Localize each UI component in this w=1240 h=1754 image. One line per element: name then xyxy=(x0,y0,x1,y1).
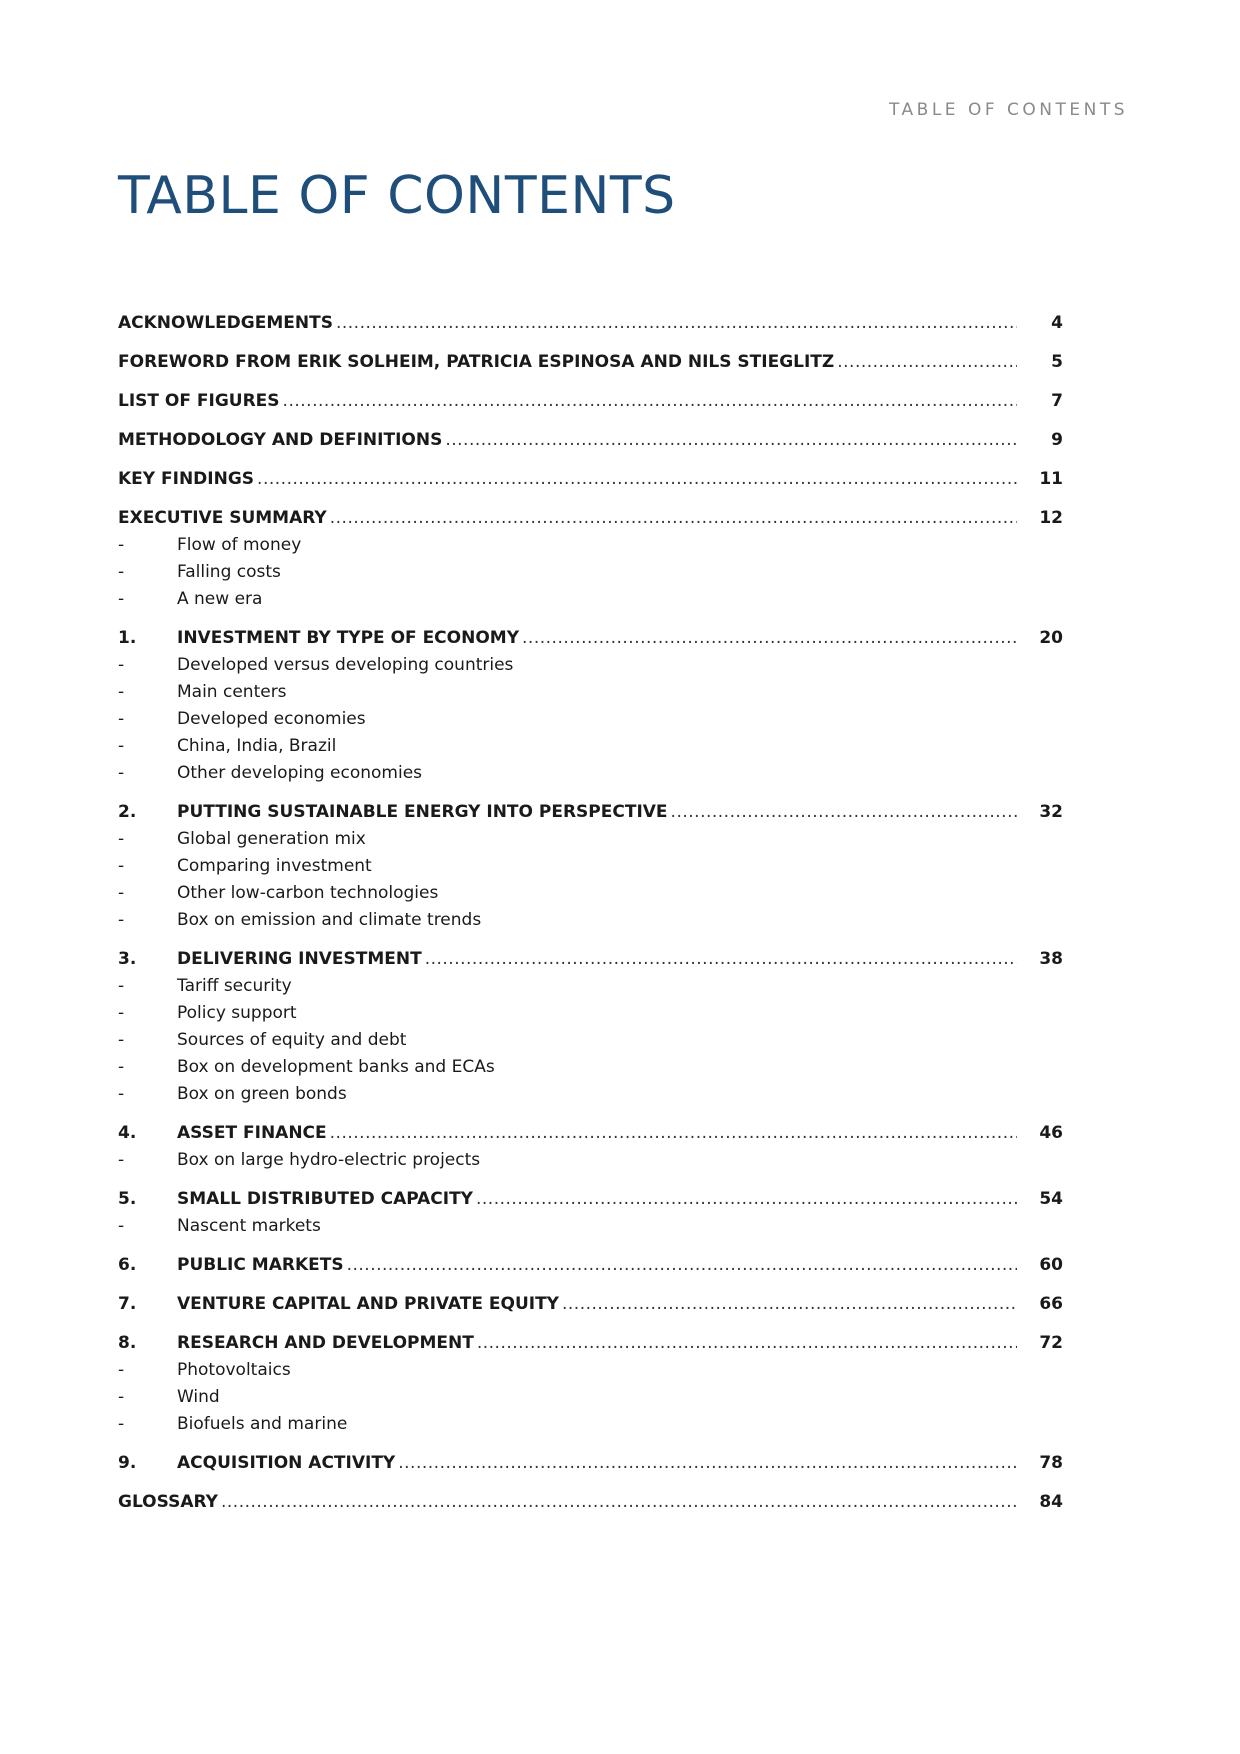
toc-subentry-marker: - xyxy=(118,910,125,930)
toc-subentry-title: Developed economies xyxy=(177,709,366,729)
toc-section xyxy=(118,466,1063,493)
toc-entry[interactable] xyxy=(118,1330,1063,1357)
table-of-contents xyxy=(118,310,1063,1528)
toc-entry-title: INVESTMENT BY TYPE OF ECONOMY xyxy=(177,628,520,648)
toc-entry[interactable] xyxy=(118,799,1063,826)
toc-subentry-title: Global generation mix xyxy=(177,829,366,849)
toc-subentry-marker: - xyxy=(118,829,125,849)
toc-subentry-title: Box on large hydro-electric projects xyxy=(177,1150,481,1170)
toc-subentry-title: Nascent markets xyxy=(177,1216,321,1236)
toc-subentry xyxy=(118,559,1063,586)
toc-section xyxy=(118,1186,1063,1240)
toc-subentry-marker: - xyxy=(118,1084,125,1104)
toc-subentry-title: Wind xyxy=(177,1387,220,1407)
toc-section xyxy=(118,1450,1063,1477)
toc-subentry xyxy=(118,973,1063,1000)
toc-section xyxy=(118,427,1063,454)
toc-subentry xyxy=(118,1147,1063,1174)
toc-entry-title: ACKNOWLEDGEMENTS xyxy=(118,313,333,333)
toc-subentry xyxy=(118,1384,1063,1411)
toc-subentry xyxy=(118,652,1063,679)
toc-subentry-marker: - xyxy=(118,589,125,609)
toc-entry[interactable] xyxy=(118,310,1063,337)
dot-leader xyxy=(445,427,1017,454)
dot-leader xyxy=(330,1120,1017,1147)
toc-subentry-marker: - xyxy=(118,562,125,582)
dot-leader xyxy=(283,388,1017,415)
toc-subentry-marker: - xyxy=(118,1030,125,1050)
toc-subentry-marker: - xyxy=(118,535,125,555)
toc-subentry-title: Policy support xyxy=(177,1003,297,1023)
toc-section xyxy=(118,946,1063,1108)
toc-entry[interactable] xyxy=(118,1186,1063,1213)
toc-entry-title: PUBLIC MARKETS xyxy=(177,1255,344,1275)
toc-section xyxy=(118,505,1063,613)
dot-leader xyxy=(425,946,1017,973)
toc-entry-page-number: 12 xyxy=(1039,508,1063,528)
toc-subentry-title: Biofuels and marine xyxy=(177,1414,348,1434)
dot-leader xyxy=(476,1186,1017,1213)
toc-entry-page-number: 46 xyxy=(1039,1123,1063,1143)
toc-entry[interactable] xyxy=(118,466,1063,493)
toc-subentry-title: Flow of money xyxy=(177,535,302,555)
toc-subentry-title: Tariff security xyxy=(177,976,292,996)
toc-entry-page-number: 66 xyxy=(1039,1294,1063,1314)
toc-subentry-marker: - xyxy=(118,1387,125,1407)
dot-leader xyxy=(330,505,1017,532)
toc-section xyxy=(118,349,1063,376)
toc-entry-number: 1. xyxy=(118,628,137,648)
toc-subentry xyxy=(118,853,1063,880)
toc-subentry xyxy=(118,1411,1063,1438)
toc-entry-page-number: 38 xyxy=(1039,949,1063,969)
toc-subentry-marker: - xyxy=(118,883,125,903)
toc-entry-page-number: 54 xyxy=(1039,1189,1063,1209)
dot-leader xyxy=(522,625,1017,652)
page-title: TABLE OF CONTENTS xyxy=(118,166,676,226)
toc-entry-page-number: 4 xyxy=(1051,313,1063,333)
toc-entry[interactable] xyxy=(118,625,1063,652)
toc-section xyxy=(118,1330,1063,1438)
toc-section xyxy=(118,1252,1063,1279)
toc-subentry xyxy=(118,532,1063,559)
running-head: TABLE OF CONTENTS xyxy=(888,100,1128,120)
toc-subentry-title: Falling costs xyxy=(177,562,281,582)
toc-subentry xyxy=(118,706,1063,733)
toc-subentry-marker: - xyxy=(118,736,125,756)
dot-leader xyxy=(221,1489,1017,1516)
toc-entry-page-number: 32 xyxy=(1039,802,1063,822)
toc-entry-title: LIST OF FIGURES xyxy=(118,391,280,411)
dot-leader xyxy=(398,1450,1017,1477)
toc-subentry-title: Photovoltaics xyxy=(177,1360,291,1380)
toc-subentry-title: Other developing economies xyxy=(177,763,423,783)
toc-subentry-marker: - xyxy=(118,856,125,876)
toc-entry-page-number: 5 xyxy=(1051,352,1063,372)
toc-subentry-title: Sources of equity and debt xyxy=(177,1030,407,1050)
toc-entry-title: PUTTING SUSTAINABLE ENERGY INTO PERSPECTIVE xyxy=(177,802,668,822)
toc-entry[interactable] xyxy=(118,1450,1063,1477)
toc-entry[interactable] xyxy=(118,349,1063,376)
toc-subentry-marker: - xyxy=(118,1003,125,1023)
toc-subentry xyxy=(118,1081,1063,1108)
toc-subentry-title: Box on emission and climate trends xyxy=(177,910,482,930)
toc-subentry-marker: - xyxy=(118,655,125,675)
toc-entry-page-number: 78 xyxy=(1039,1453,1063,1473)
dot-leader xyxy=(837,349,1017,376)
toc-entry-title: METHODOLOGY AND DEFINITIONS xyxy=(118,430,443,450)
toc-subentry xyxy=(118,880,1063,907)
toc-subentry-marker: - xyxy=(118,682,125,702)
toc-subentry-marker: - xyxy=(118,709,125,729)
toc-subentry-title: Main centers xyxy=(177,682,287,702)
toc-entry-number: 2. xyxy=(118,802,137,822)
toc-entry-page-number: 11 xyxy=(1039,469,1063,489)
toc-entry[interactable] xyxy=(118,388,1063,415)
toc-subentry xyxy=(118,1000,1063,1027)
toc-subentry-marker: - xyxy=(118,1150,125,1170)
toc-subentry xyxy=(118,679,1063,706)
toc-entry[interactable] xyxy=(118,427,1063,454)
toc-entry-number: 8. xyxy=(118,1333,137,1353)
toc-entry[interactable] xyxy=(118,1120,1063,1147)
toc-section xyxy=(118,1291,1063,1318)
toc-subentry xyxy=(118,1213,1063,1240)
toc-subentry xyxy=(118,760,1063,787)
dot-leader xyxy=(477,1330,1017,1357)
toc-entry-page-number: 72 xyxy=(1039,1333,1063,1353)
toc-entry-number: 4. xyxy=(118,1123,137,1143)
toc-entry-title: ASSET FINANCE xyxy=(177,1123,327,1143)
toc-subentry-title: Box on green bonds xyxy=(177,1084,347,1104)
toc-entry-title: GLOSSARY xyxy=(118,1492,218,1512)
toc-subentry-marker: - xyxy=(118,1414,125,1434)
toc-entry[interactable] xyxy=(118,1489,1063,1516)
toc-section xyxy=(118,1489,1063,1516)
toc-entry[interactable] xyxy=(118,1252,1063,1279)
toc-entry[interactable] xyxy=(118,1291,1063,1318)
toc-entry-title: KEY FINDINGS xyxy=(118,469,255,489)
toc-section xyxy=(118,310,1063,337)
toc-subentry-marker: - xyxy=(118,1057,125,1077)
toc-subentry xyxy=(118,733,1063,760)
toc-subentry-title: Box on development banks and ECAs xyxy=(177,1057,495,1077)
toc-subentry-marker: - xyxy=(118,976,125,996)
toc-subentry xyxy=(118,1054,1063,1081)
toc-entry-number: 3. xyxy=(118,949,137,969)
dot-leader xyxy=(562,1291,1017,1318)
toc-entry-title: VENTURE CAPITAL AND PRIVATE EQUITY xyxy=(177,1294,559,1314)
toc-entry[interactable] xyxy=(118,505,1063,532)
dot-leader xyxy=(347,1252,1017,1279)
toc-subentry xyxy=(118,907,1063,934)
toc-entry-page-number: 84 xyxy=(1039,1492,1063,1512)
toc-subentry xyxy=(118,826,1063,853)
toc-subentry-title: Other low-carbon technologies xyxy=(177,883,439,903)
toc-subentry xyxy=(118,1357,1063,1384)
toc-section xyxy=(118,799,1063,934)
toc-subentry-title: China, India, Brazil xyxy=(177,736,337,756)
toc-entry-number: 6. xyxy=(118,1255,137,1275)
toc-entry-number: 9. xyxy=(118,1453,137,1473)
toc-entry-title: DELIVERING INVESTMENT xyxy=(177,949,422,969)
dot-leader xyxy=(336,310,1017,337)
dot-leader xyxy=(671,799,1017,826)
toc-subentry-title: A new era xyxy=(177,589,263,609)
toc-section xyxy=(118,625,1063,787)
toc-subentry-marker: - xyxy=(118,1216,125,1236)
toc-entry-title: ACQUISITION ACTIVITY xyxy=(177,1453,396,1473)
toc-entry-number: 5. xyxy=(118,1189,137,1209)
toc-subentry-title: Developed versus developing countries xyxy=(177,655,514,675)
toc-entry-page-number: 7 xyxy=(1051,391,1063,411)
toc-entry-page-number: 60 xyxy=(1039,1255,1063,1275)
toc-entry-title: RESEARCH AND DEVELOPMENT xyxy=(177,1333,474,1353)
toc-subentry xyxy=(118,1027,1063,1054)
toc-section xyxy=(118,1120,1063,1174)
toc-entry-title: FOREWORD FROM ERIK SOLHEIM, PATRICIA ESPINOSA AND NILS STIEGLITZ xyxy=(118,352,835,372)
toc-entry-title: EXECUTIVE SUMMARY xyxy=(118,508,327,528)
toc-subentry-marker: - xyxy=(118,763,125,783)
toc-entry-title: SMALL DISTRIBUTED CAPACITY xyxy=(177,1189,473,1209)
toc-subentry-title: Comparing investment xyxy=(177,856,372,876)
toc-entry-page-number: 20 xyxy=(1039,628,1063,648)
toc-entry-page-number: 9 xyxy=(1051,430,1063,450)
toc-subentry xyxy=(118,586,1063,613)
toc-subentry-marker: - xyxy=(118,1360,125,1380)
toc-entry[interactable] xyxy=(118,946,1063,973)
toc-entry-number: 7. xyxy=(118,1294,137,1314)
toc-section xyxy=(118,388,1063,415)
dot-leader xyxy=(257,466,1017,493)
